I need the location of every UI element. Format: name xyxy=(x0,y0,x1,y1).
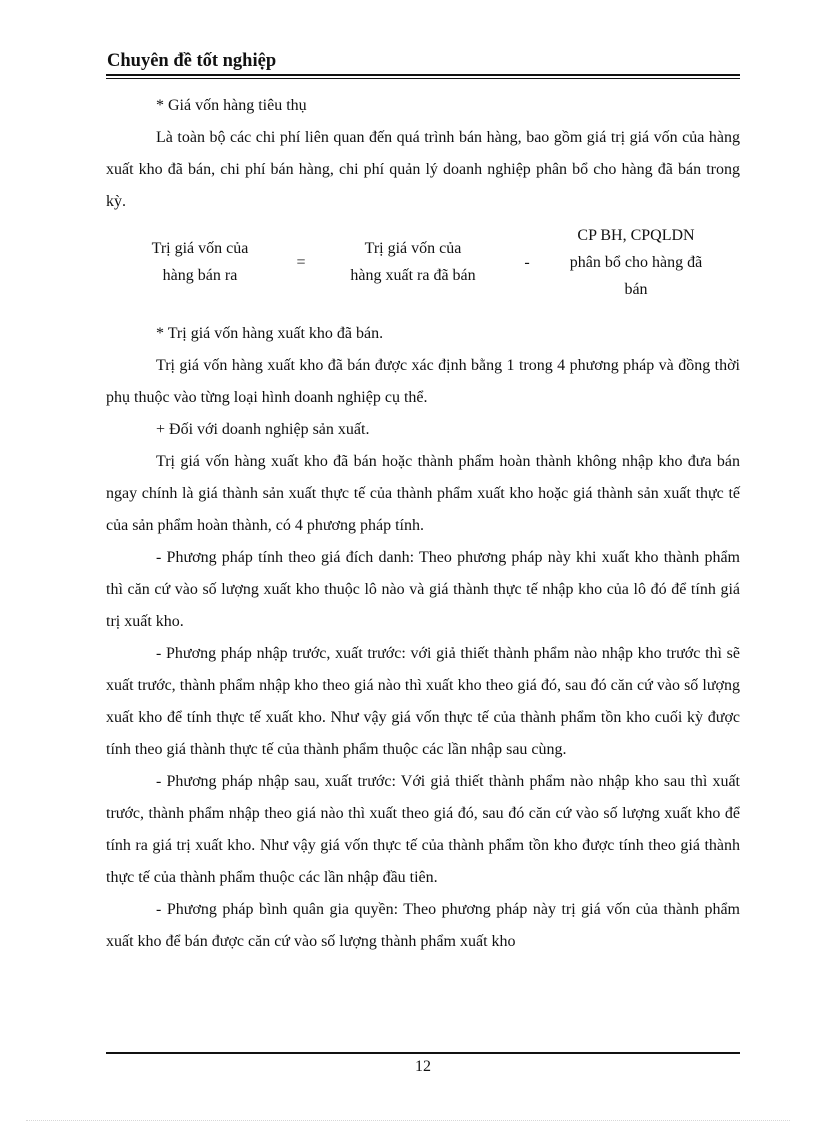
formula-equals: = xyxy=(296,253,306,271)
formula-term1: Trị giá vốn của hàng xuất ra đã bán xyxy=(350,240,476,284)
footer-rule xyxy=(106,1052,740,1054)
paragraph-heading-manufacturing: + Đối với doanh nghiệp sản xuất. xyxy=(156,421,370,438)
page-number: 12 xyxy=(415,1058,431,1075)
page-edge-dots xyxy=(26,1120,790,1121)
page-footer xyxy=(106,1052,740,1077)
paragraph-method-specific-id: - Phương pháp tính theo giá đích danh: Theo phương pháp này khi xuất kho thành phẩm thì căn cứ vào số lượng xuất kho thuộc lô nào và giá thành thực tế nhập kho của lô đó để tính giá trị xuất kho. xyxy=(106,549,740,630)
paragraph-method-weighted-average: - Phương pháp bình quân gia quyền: Theo phương pháp này trị giá vốn của thành phẩm xuất kho để bán được căn cứ vào số lượng thành phẩm xuất kho xyxy=(106,901,740,950)
header-rule-thin xyxy=(106,78,740,79)
header-rule-thick xyxy=(106,74,740,76)
paragraph-heading-export-cost: * Trị giá vốn hàng xuất kho đã bán. xyxy=(156,325,384,342)
paragraph-heading-cost: * Giá vốn hàng tiêu thụ xyxy=(156,97,307,114)
formula-term2: CP BH, CPQLDN phân bổ cho hàng đã bán xyxy=(569,226,703,298)
paragraph-cost-definition: Là toàn bộ các chi phí liên quan đến quá trình bán hàng, bao gồm giá trị giá vốn của hàng xuất kho đã bán, chi phí bán hàng, chi phí quản lý doanh nghiệp phân bổ cho hàng đã bán trong kỳ. xyxy=(106,129,740,210)
document-body xyxy=(106,90,740,958)
paragraph-export-cost: Trị giá vốn hàng xuất kho đã bán được xác định bằng 1 trong 4 phương pháp và đồng thời phụ thuộc vào từng loại hình doanh nghiệp cụ thể. xyxy=(106,357,740,406)
formula-minus: - xyxy=(524,253,530,271)
formula-lhs: Trị giá vốn của hàng bán ra xyxy=(151,240,249,284)
paragraph-method-fifo: - Phương pháp nhập trước, xuất trước: với giả thiết thành phẩm nào nhập kho trước thì sẽ xuất trước, thành phẩm nhập kho theo giá nào thì xuất kho theo giá đó, sau đó căn cứ vào số lượng xuất kho để tính thực tế xuất kho. Như vậy giá vốn thực tế của thành phẩm tồn kho cuối kỳ được tính theo giá thành thực tế của thành phẩm thuộc các lần nhập sau cùng. xyxy=(106,645,740,758)
cost-formula xyxy=(106,220,740,304)
page-header xyxy=(106,50,740,79)
paragraph-manufacturing: Trị giá vốn hàng xuất kho đã bán hoặc thành phẩm hoàn thành không nhập kho đưa bán ngay chính là giá thành sản xuất thực tế của thành phẩm xuất kho hoặc giá thành sản xuất thực tế của sản phẩm hoàn thành, có 4 phương pháp tính. xyxy=(106,453,740,534)
header-title: Chuyên đề tốt nghiệp xyxy=(107,51,277,71)
paragraph-method-lifo: - Phương pháp nhập sau, xuất trước: Với giả thiết thành phẩm nào nhập kho sau thì xuất trước, thành phẩm nhập theo giá nào thì xuất theo giá đó, sau đó căn cứ vào số lượng xuất kho để tính ra giá trị xuất kho. Như vậy giá vốn thực tế của thành phẩm tồn kho được tính theo giá thành thực tế của thành phẩm thuộc các lần nhập đầu tiên. xyxy=(106,773,740,886)
